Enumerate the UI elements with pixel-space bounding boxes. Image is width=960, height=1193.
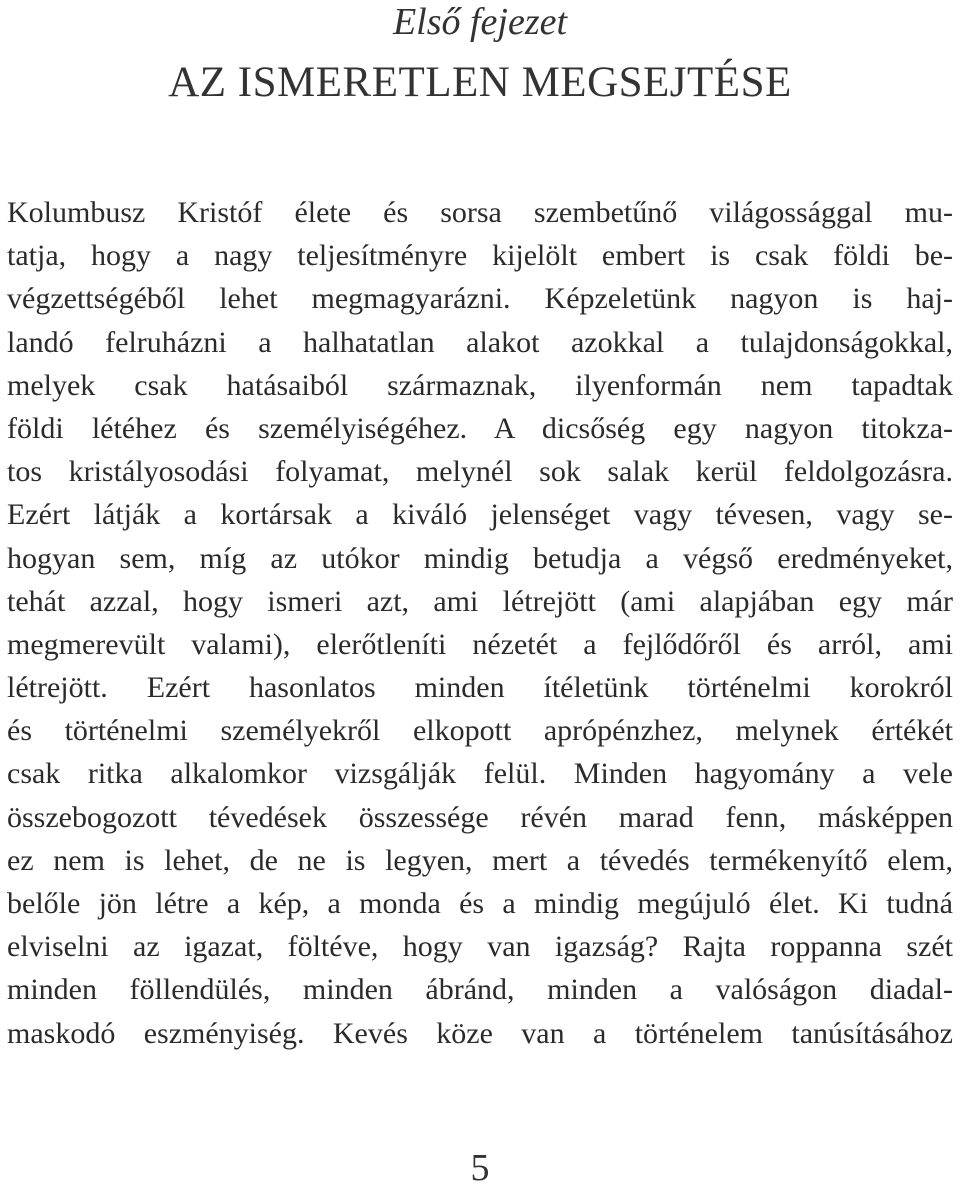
text-line: tehát azzal, hogy ismeri azt, ami létrejött (ami alapjában egy már — [7, 584, 953, 618]
text-line: tatja, hogy a nagy teljesítményre kijelölt embert is csak földi be- — [7, 239, 953, 273]
text-line: hogyan sem, míg az utókor mindig betudja a végső eredményeket, — [7, 541, 953, 575]
text-line: létrejött. Ezért hasonlatos minden ítéletünk történelmi korokról — [7, 671, 953, 705]
text-line: Ezért látják a kortársak a kiváló jelenséget vagy tévesen, vagy se- — [7, 498, 953, 532]
text-line: csak ritka alkalomkor vizsgálják felül. Minden hagyomány a vele — [7, 757, 953, 791]
text-line: összebogozott tévedések összessége révén marad fenn, másképpen — [7, 800, 953, 834]
text-line: ez nem is lehet, de ne is legyen, mert a tévedés termékenyítő elem, — [7, 843, 953, 877]
text-line: és történelmi személyekről elkopott aprópénzhez, melynek értékét — [7, 714, 953, 748]
text-line: tos kristályosodási folyamat, melynél sok salak kerül feldolgozásra. — [7, 455, 953, 489]
chapter-label: Első fejezet — [392, 1, 568, 43]
text-line: földi létéhez és személyiségéhez. A dicsőség egy nagyon titokza- — [7, 411, 953, 445]
page-number: 5 — [470, 1147, 490, 1189]
text-line: elviselni az igazat, föltéve, hogy van igazság? Rajta roppanna szét — [7, 930, 953, 964]
text-line: minden föllendülés, minden ábránd, minden a valóságon diadal- — [7, 973, 953, 1007]
text-line: maskodó eszményiség. Kevés köze van a történelem tanúsításához — [7, 1016, 953, 1050]
text-line: melyek csak hatásaiból származnak, ilyenformán nem tapadtak — [7, 368, 953, 402]
text-line: megmerevült valami), elerőtleníti nézetét a fejlődőről és arról, ami — [7, 627, 953, 661]
body-text — [7, 191, 953, 1055]
text-line: Kolumbusz Kristóf élete és sorsa szembetűnő világossággal mu- — [7, 196, 953, 229]
text-line: végzettségéből lehet megmagyarázni. Képzeletünk nagyon is haj- — [7, 282, 953, 316]
text-line: landó felruházni a halhatatlan alakot azokkal a tulajdonságokkal, — [7, 325, 953, 359]
chapter-title: AZ ISMERETLEN MEGSEJTÉSE — [168, 59, 792, 106]
text-line: belőle jön létre a kép, a monda és a mindig megújuló élet. Ki tudná — [7, 887, 953, 920]
